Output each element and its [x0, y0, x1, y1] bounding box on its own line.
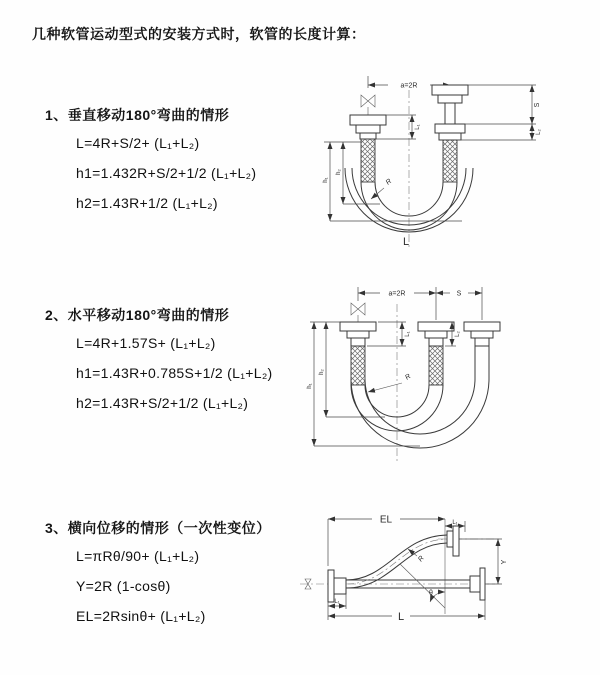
- l2-label: L₂: [536, 129, 542, 135]
- h2-label: h₂: [336, 169, 342, 175]
- hose-displaced-position: [346, 526, 459, 588]
- s-label: S: [534, 102, 541, 108]
- span-label: a=2R: [388, 290, 406, 298]
- section-2-formula-h2: h2=1.43R+S/2+1/2 (L₁+L₂): [76, 395, 249, 411]
- s-label: S: [456, 290, 462, 298]
- r-label: R: [404, 373, 413, 382]
- section-1-heading: 1、垂直移动180°弯曲的情形: [45, 107, 230, 123]
- theta-label: θ: [429, 590, 433, 597]
- valve-icon: [351, 303, 365, 322]
- dim-length: [328, 600, 485, 623]
- l1-bottom-label: L₁: [334, 599, 340, 605]
- dim-stroke-s: [465, 85, 541, 124]
- moving-end-fitting: [432, 85, 468, 182]
- diagram-vertical-180-bend: [300, 64, 590, 264]
- dim-el: [328, 515, 445, 567]
- l1-label: L₁: [415, 124, 421, 130]
- h1-label: h₁: [307, 383, 313, 389]
- l1-top-label: L₁: [452, 520, 458, 526]
- section-3-heading: 3、横向位移的情形（一次性变位）: [45, 520, 271, 536]
- diagram-horizontal-180-bend: [300, 276, 600, 471]
- section-2-formula-L: L=4R+1.57S+ (L₁+L₂): [76, 335, 216, 351]
- l1-label: L₁: [405, 331, 411, 337]
- section-3-formula-EL: EL=2Rsinθ+ (L₁+L₂): [76, 608, 206, 624]
- r-label: R: [417, 554, 426, 564]
- section-1-formula-h1: h1=1.432R+S/2+1/2 (L₁+L₂): [76, 165, 257, 181]
- section-1-formula-h2: h2=1.43R+1/2 (L₁+L₂): [76, 195, 218, 211]
- moving-end-position-1: [418, 322, 454, 385]
- span-label: a=2R: [400, 82, 418, 90]
- length-label: L: [397, 611, 405, 623]
- hose-u-bend: [351, 379, 489, 448]
- dim-h1: [323, 142, 462, 221]
- braided-hose-section: [443, 140, 457, 182]
- valve-icon: [361, 95, 375, 115]
- section-2-heading: 2、水平移动180°弯曲的情形: [45, 307, 230, 323]
- braided-hose-section: [429, 346, 443, 385]
- braided-hose-section: [351, 346, 365, 385]
- dim-l2: [457, 124, 542, 140]
- section-3-formula-Y: Y=2R (1-cosθ): [76, 578, 171, 594]
- page-title: 几种软管运动型式的安装方式时，软管的长度计算：: [32, 26, 366, 42]
- dim-span-a2r: [358, 287, 482, 320]
- el-label: EL: [379, 514, 393, 526]
- moving-end-position-2: [464, 322, 500, 379]
- angle-theta: [400, 564, 445, 608]
- section-2-formula-h1: h1=1.43R+0.785S+1/2 (L₁+L₂): [76, 365, 273, 381]
- r-label: R: [384, 177, 394, 187]
- fixed-end-fitting: [340, 322, 376, 385]
- section-3-formula-L: L=πRθ/90+ (L₁+L₂): [76, 548, 200, 564]
- braided-hose-section: [361, 139, 375, 182]
- section-1-formula-L: L=4R+S/2+ (L₁+L₂): [76, 135, 200, 151]
- fixed-end-fitting: [328, 570, 346, 602]
- h1-label: h₁: [323, 177, 329, 183]
- radius-leader: [368, 373, 412, 392]
- dim-stroke-s: [436, 291, 482, 298]
- l2-label: L₂: [455, 331, 461, 337]
- diagram-lateral-displacement: [288, 496, 600, 661]
- fixed-end-fitting: [350, 115, 386, 182]
- length-label: L: [402, 236, 410, 248]
- y-label: Y: [501, 559, 508, 565]
- h2-label: h₂: [319, 369, 325, 375]
